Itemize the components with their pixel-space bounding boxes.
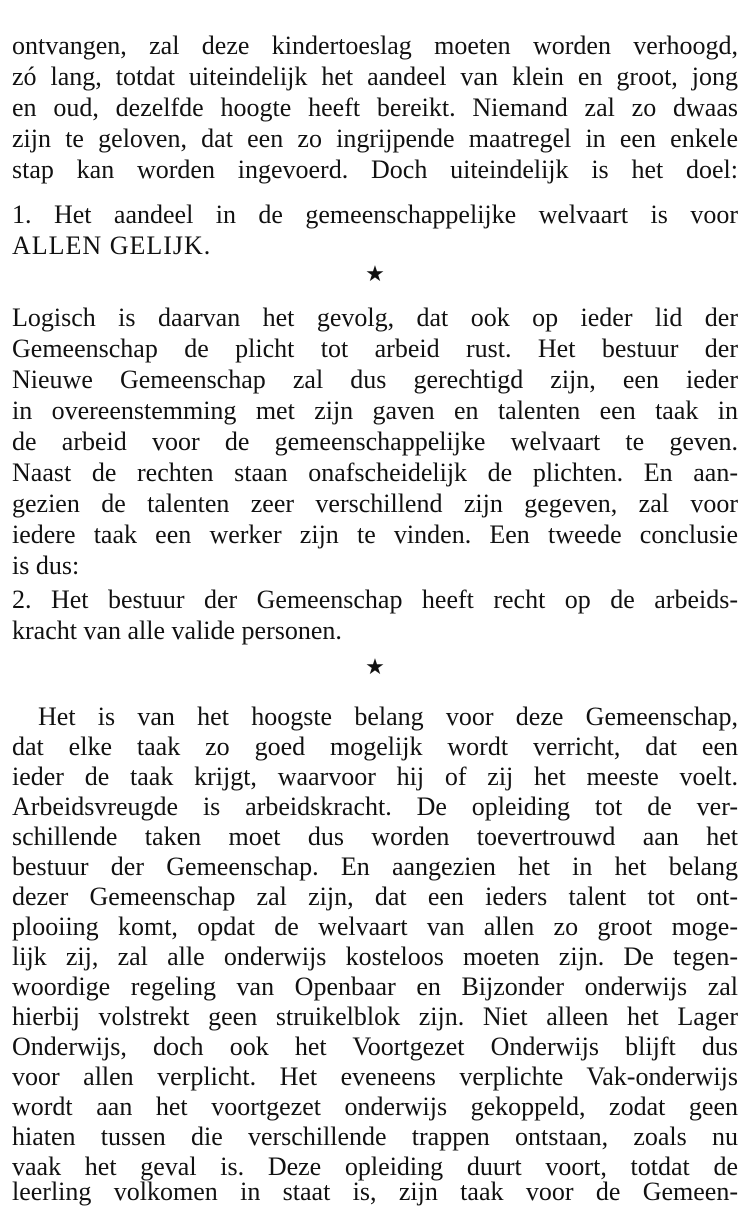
text-line: dat elke taak zo goed mogelijk wordt verricht, dat een bbox=[12, 732, 738, 761]
text-line: iedere taak een werker zijn te vinden. Een tweede conclusie bbox=[12, 520, 738, 549]
conclusion-line: 1. Het aandeel in de gemeenschappelijke welvaart is voor bbox=[12, 200, 738, 229]
text-line: stap kan worden ingevoerd. Doch uiteindelijk is het doel: bbox=[12, 155, 738, 184]
text-line: plooiing komt, opdat de welvaart van allen zo groot moge- bbox=[12, 912, 738, 941]
text-line: woordige regeling van Openbaar en Bijzonder onderwijs zal bbox=[12, 972, 738, 1001]
text-line: en oud, dezelfde hoogte heeft bereikt. Niemand zal zo dwaas bbox=[12, 93, 738, 122]
text-line: Het is van het hoogste belang voor deze Gemeenschap, bbox=[38, 702, 738, 731]
conclusion-line: kracht van alle valide personen. bbox=[12, 616, 342, 645]
text-line: dezer Gemeenschap zal zijn, dat een ieders talent tot ont- bbox=[12, 882, 738, 911]
text-line: gezien de talenten zeer verschillend zijn gegeven, zal voor bbox=[12, 489, 738, 518]
text-line: lijk zij, zal alle onderwijs kosteloos moeten zijn. De tegen- bbox=[12, 942, 738, 971]
text-line: vaak het geval is. Deze opleiding duurt voort, totdat de bbox=[12, 1152, 738, 1181]
text-line: wordt aan het voortgezet onderwijs gekoppeld, zodat geen bbox=[12, 1092, 738, 1121]
text-line: ieder de taak krijgt, waarvoor hij of zij het meeste voelt. bbox=[12, 762, 738, 791]
text-line: Logisch is daarvan het gevolg, dat ook op ieder lid der bbox=[12, 303, 738, 332]
text-line: Gemeenschap de plicht tot arbeid rust. Het bestuur der bbox=[12, 334, 738, 363]
text-line: in overeenstemming met zijn gaven en talenten een taak in bbox=[12, 396, 738, 425]
text-line: Arbeidsvreugde is arbeidskracht. De opleiding tot de ver- bbox=[12, 792, 738, 821]
text-line: Naast de rechten staan onafscheidelijk de plichten. En aan- bbox=[12, 458, 738, 487]
text-line: ontvangen, zal deze kindertoeslag moeten worden verhoogd, bbox=[12, 31, 738, 60]
conclusion-line: ALLEN GELIJK. bbox=[12, 231, 212, 260]
conclusion-line: 2. Het bestuur der Gemeenschap heeft recht op de arbeids- bbox=[12, 585, 738, 614]
star-separator-icon: ★ bbox=[365, 654, 385, 679]
text-line: zijn te geloven, dat een zo ingrijpende maatregel in een enkele bbox=[12, 124, 738, 153]
star-separator-icon: ★ bbox=[365, 261, 385, 286]
text-line: voor allen verplicht. Het eveneens verplichte Vak-onderwijs bbox=[12, 1062, 738, 1091]
text-line: Nieuwe Gemeenschap zal dus gerechtigd zijn, een ieder bbox=[12, 365, 738, 394]
text-line: Onderwijs, doch ook het Voortgezet Onderwijs blijft dus bbox=[12, 1032, 738, 1061]
text-line: bestuur der Gemeenschap. En aangezien het in het belang bbox=[12, 852, 738, 881]
text-line: hiaten tussen die verschillende trappen ontstaan, zoals nu bbox=[12, 1122, 738, 1151]
text-line: hierbij volstrekt geen struikelblok zijn. Niet alleen het Lager bbox=[12, 1002, 738, 1031]
text-line: de arbeid voor de gemeenschappelijke welvaart te geven. bbox=[12, 427, 738, 456]
text-line: is dus: bbox=[12, 551, 80, 580]
text-line: leerling volkomen in staat is, zijn taak voor de Gemeen- bbox=[12, 1177, 738, 1206]
text-line: zó lang, totdat uiteindelijk het aandeel van klein en groot, jong bbox=[12, 62, 738, 91]
text-line: schillende taken moet dus worden toevertrouwd aan het bbox=[12, 822, 738, 851]
